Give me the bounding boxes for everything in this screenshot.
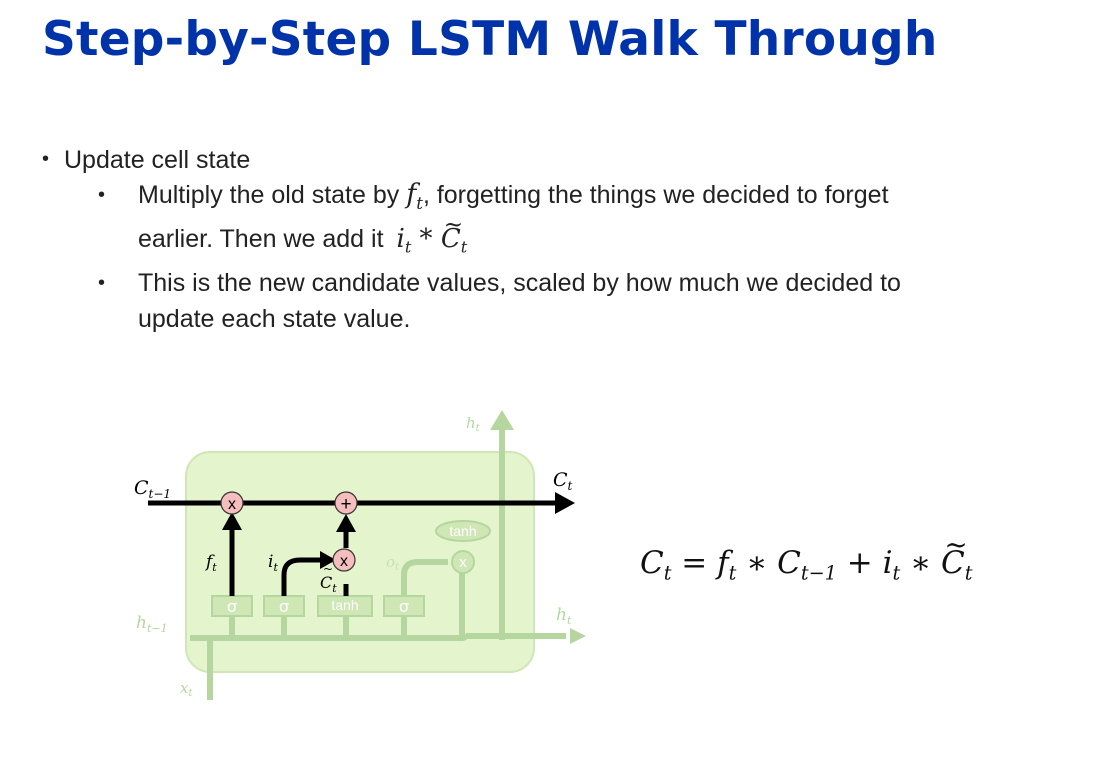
sigma-input-label: σ [278, 597, 290, 616]
eq-c-prev: C [777, 545, 801, 581]
multiply-operator: * [411, 223, 441, 254]
output-arrow-head [490, 410, 514, 430]
eq-equals: = [671, 545, 718, 581]
ct-tilde-symbol: C ~ [441, 221, 461, 257]
ct-subscript: t [460, 237, 468, 257]
sub-bullet-text-1a: Multiply the old state by [138, 181, 400, 209]
sub-bullet-text-1c: earlier. Then we add it [138, 224, 384, 253]
eq-ct-sub: t [663, 561, 672, 585]
label-c-prev: $C_{t-1}$ [134, 477, 172, 501]
gate-boxes [212, 596, 424, 616]
input-multiply-label: x [340, 553, 348, 570]
eq-plus: + [836, 545, 883, 581]
slide-title: Step-by-Step LSTM Walk Through [42, 12, 938, 67]
label-c-out: $C_t$ [553, 469, 573, 493]
eq-ct: C [640, 545, 664, 581]
sigma-forget-label: σ [226, 597, 238, 616]
hidden-out-arrow-head [570, 628, 586, 644]
label-h-prev: $h_{t-1}$ [136, 613, 168, 635]
it-subscript: t [404, 237, 412, 257]
eq-f-sub: t [728, 561, 737, 585]
sub-bullet-text-2a: This is the new candidate values, scaled by how much we decided to [138, 269, 901, 298]
ft-subscript: t [416, 192, 423, 213]
output-multiply-label: x [459, 554, 467, 571]
eq-i: i [882, 545, 893, 581]
label-ht-top: $h_t$ [466, 414, 480, 434]
tanh-box-label: tanh [331, 597, 359, 613]
forget-multiply-label: x [228, 496, 236, 513]
eq-c-tilde: C ~ [941, 545, 965, 581]
label-xt: $x_t$ [180, 679, 193, 699]
label-ot: $o_t$ [386, 553, 400, 573]
eq-op2: ∗ [900, 545, 941, 581]
ft-symbol: f [406, 179, 417, 210]
sigma-output-label: σ [398, 597, 410, 616]
label-it: $i_t$ [268, 552, 278, 574]
sub-bullet-text-2b: update each state value. [138, 305, 411, 334]
tilde-mark: ~ [323, 562, 334, 576]
eq-f: f [717, 545, 729, 581]
label-ht-right: $h_t$ [556, 605, 572, 627]
label-c-tilde: $C_t$ [320, 573, 337, 595]
cell-state-arrow-head [555, 492, 575, 514]
eq-i-sub: t [892, 561, 901, 585]
it-symbol: i [396, 223, 405, 254]
label-ft: $f_t$ [206, 552, 217, 574]
sub-bullet-text-1b: , forgetting the things we decided to forget [422, 181, 889, 209]
cell-update-equation [640, 545, 972, 585]
eq-op1: ∗ [736, 545, 778, 581]
bullet-text: Update cell state [64, 146, 251, 174]
eq-c-tilde-sub: t [964, 561, 973, 585]
add-label: + [340, 494, 352, 515]
tanh-ellipse-label: tanh [449, 523, 477, 539]
eq-c-prev-sub: t−1 [800, 561, 837, 585]
